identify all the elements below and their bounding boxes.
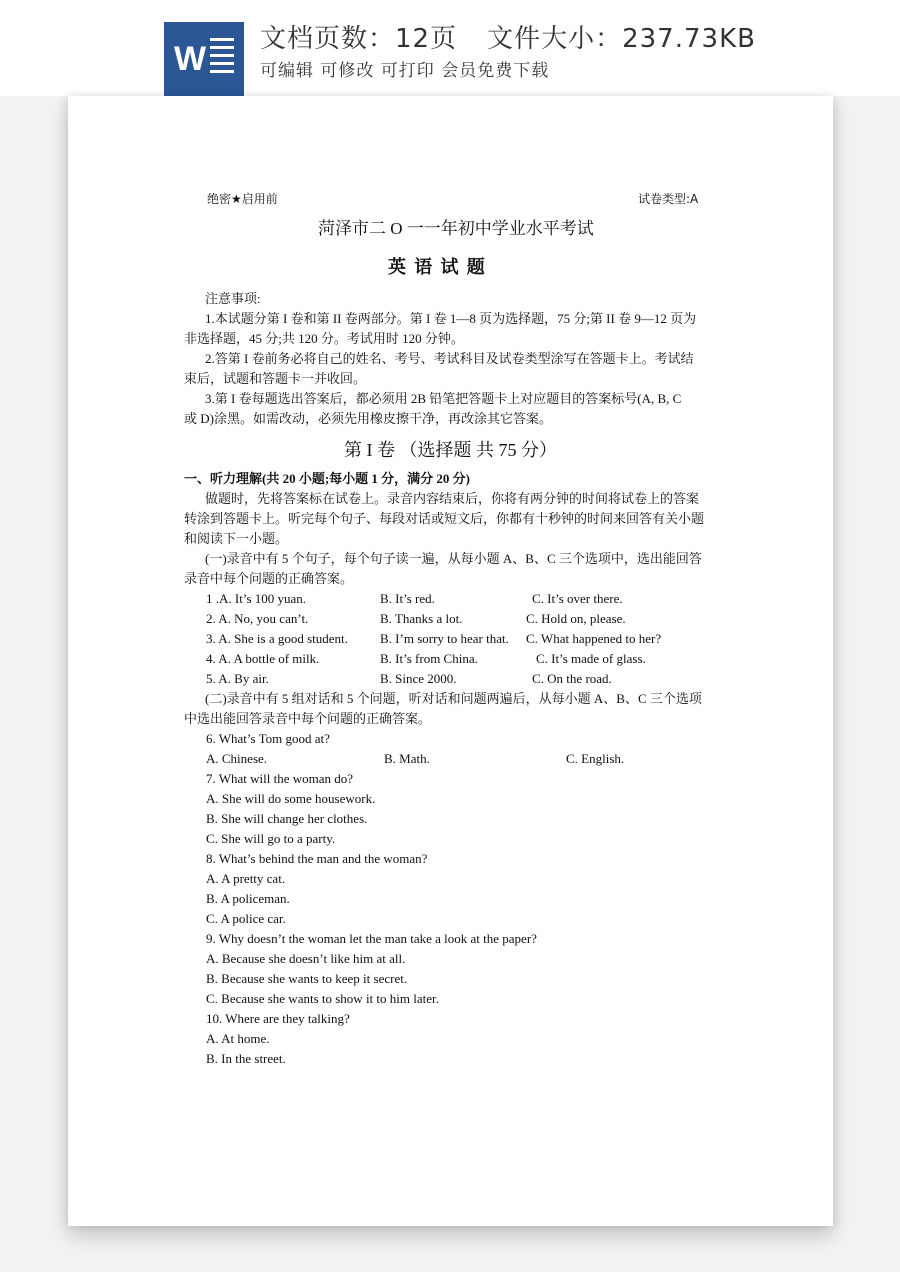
notice-heading: 注意事项: bbox=[205, 291, 261, 306]
header-banner bbox=[0, 0, 900, 96]
sub1-item-2-option-a: 2. A. No, you can’t. bbox=[206, 611, 309, 626]
question-line: A. Because she doesn’t like him at all. bbox=[206, 951, 406, 966]
text-line: 2.答第 I 卷前务必将自己的姓名、考号、考试科目及试卷类型涂写在答题卡上。考试结 bbox=[205, 351, 694, 366]
text-line: 做题时，先将答案标在试卷上。录音内容结束后，你将有两分钟的时间将试卷上的答案 bbox=[205, 491, 700, 506]
text-line: (二)录音中有 5 组对话和 5 个问题，听对话和问题两遍后，从每小题 A、B、C 三个选项 bbox=[205, 691, 702, 706]
q6-option-c: C. English. bbox=[566, 751, 625, 766]
paper-type-label: 试卷类型:A bbox=[638, 192, 699, 206]
file-size: 文件大小：237.73KB bbox=[487, 24, 756, 54]
question-line: C. Because she wants to show it to him later. bbox=[206, 991, 439, 1006]
sub1-item-1-option-c: C. It’s over there. bbox=[532, 591, 623, 606]
feature-list: 可编辑 可修改 可打印 会员免费下载 bbox=[260, 61, 550, 81]
question-line: A. She will do some housework. bbox=[206, 791, 376, 806]
page-count: 文档页数：12页 bbox=[260, 24, 458, 54]
sub1-item-4-option-a: 4. A. A bottle of milk. bbox=[206, 651, 320, 666]
q6-option-b: B. Math. bbox=[384, 751, 430, 766]
sub1-item-1-option-b: B. It’s red. bbox=[380, 591, 435, 606]
text-line: 非选择题，45 分;共 120 分。考试用时 120 分钟。 bbox=[184, 331, 464, 346]
sub1-item-5-option-c: C. On the road. bbox=[532, 671, 612, 686]
question-line: 9. Why doesn’t the woman let the man take a look at the paper? bbox=[206, 931, 537, 946]
text-line: 1.本试题分第 I 卷和第 II 卷两部分。第 I 卷 1—8 页为选择题，75 分;第 II 卷 9—12 页为 bbox=[205, 311, 697, 326]
sub1-item-3-option-a: 3. A. She is a good student. bbox=[206, 631, 348, 646]
text-line: 和阅读下一小题。 bbox=[184, 531, 289, 546]
question-line: A. At home. bbox=[206, 1031, 270, 1046]
question-line: C. A police car. bbox=[206, 911, 286, 926]
question-line: 10. Where are they talking? bbox=[206, 1011, 350, 1026]
question-line: C. She will go to a party. bbox=[206, 831, 336, 846]
sub1-item-4-option-c: C. It’s made of glass. bbox=[536, 651, 646, 666]
exam-title: 菏泽市二 O 一一年初中学业水平考试 bbox=[318, 219, 594, 238]
subject-title: 英 语 试 题 bbox=[388, 257, 486, 278]
word-document-icon: W bbox=[164, 22, 244, 96]
question-line: B. She will change her clothes. bbox=[206, 811, 368, 826]
text-line: 束后，试题和答题卡一并收回。 bbox=[184, 371, 367, 386]
text-line: 中选出能回答录音中每个问题的正确答案。 bbox=[184, 711, 432, 726]
question-line: 7. What will the woman do? bbox=[206, 771, 354, 786]
confidential-label: 绝密★启用前 bbox=[207, 192, 278, 206]
sub1-item-4-option-b: B. It’s from China. bbox=[380, 651, 478, 666]
section-title: 一、听力理解(共 20 小题;每小题 1 分，满分 20 分) bbox=[184, 471, 470, 486]
sub1-item-5-option-a: 5. A. By air. bbox=[206, 671, 269, 686]
sub1-item-2-option-c: C. Hold on, please. bbox=[526, 611, 626, 626]
question-line: B. Because she wants to keep it secret. bbox=[206, 971, 408, 986]
text-line: 3.第 I 卷每题选出答案后，都必须用 2B 铅笔把答题卡上对应题目的答案标号(A, B, C bbox=[205, 391, 682, 406]
sub1-item-3-option-c: C. What happened to her? bbox=[526, 631, 662, 646]
q6-option-a: A. Chinese. bbox=[206, 751, 268, 766]
text-line: 转涂到答题卡上。听完每个句子、每段对话或短文后，你都有十秒钟的时间来回答有关小题 bbox=[184, 511, 705, 526]
question-6: 6. What’s Tom good at? bbox=[206, 731, 330, 746]
document-info bbox=[260, 18, 756, 55]
document-page bbox=[68, 96, 833, 1226]
question-line: B. A policeman. bbox=[206, 891, 290, 906]
question-line: A. A pretty cat. bbox=[206, 871, 286, 886]
sub1-item-3-option-b: B. I’m sorry to hear that. bbox=[380, 631, 509, 646]
question-line: B. In the street. bbox=[206, 1051, 286, 1066]
sub1-item-2-option-b: B. Thanks a lot. bbox=[380, 611, 463, 626]
sub1-item-5-option-b: B. Since 2000. bbox=[380, 671, 457, 686]
text-line: 录音中每个问题的正确答案。 bbox=[184, 571, 354, 586]
sub1-item-1-option-a: 1 .A. It’s 100 yuan. bbox=[206, 591, 307, 606]
text-line: 或 D)涂黑。如需改动，必须先用橡皮擦干净，再改涂其它答案。 bbox=[184, 411, 552, 426]
text-line: (一)录音中有 5 个句子，每个句子读一遍，从每小题 A、B、C 三个选项中，选出能回答 bbox=[205, 551, 702, 566]
part-title: 第 I 卷 （选择题 共 75 分） bbox=[344, 440, 557, 460]
question-line: 8. What’s behind the man and the woman? bbox=[206, 851, 428, 866]
